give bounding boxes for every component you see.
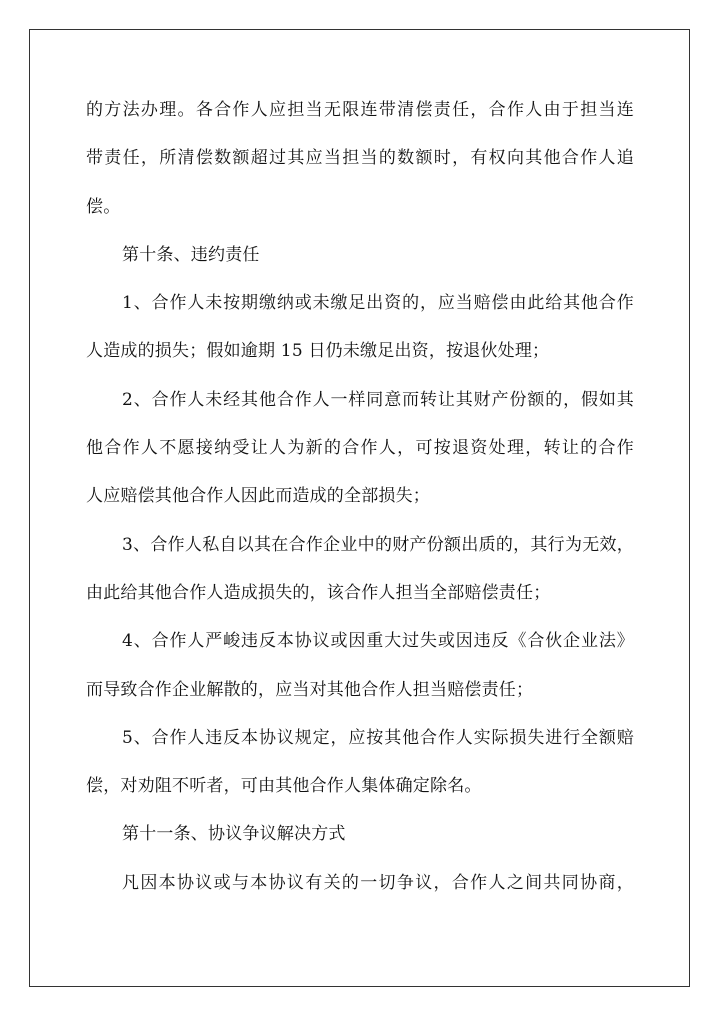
clause-3-line-1: 3、合作人私自以其在合作企业中的财产份额出质的，其行为无效， bbox=[122, 534, 634, 555]
clause-3-line-2: 由此给其他合作人造成损失的，该合作人担当全部赔偿责任； bbox=[86, 582, 551, 603]
text-line-3: 偿。 bbox=[86, 196, 121, 217]
clause-5-line-1: 5、合作人违反本协议规定，应按其他合作人实际损失进行全额赔 bbox=[122, 727, 634, 748]
clause-2-line-1: 2、合作人未经其他合作人一样同意而转让其财产份额的，假如其 bbox=[122, 389, 634, 410]
clause-1-line-1: 1、合作人未按期缴纳或未缴足出资的，应当赔偿由此给其他合作 bbox=[122, 293, 634, 314]
clause-4-line-2: 而导致合作企业解散的，应当对其他合作人担当赔偿责任； bbox=[86, 679, 534, 700]
text-line-2: 带责任，所清偿数额超过其应当担当的数额时，有权向其他合作人追 bbox=[86, 148, 634, 169]
document-body bbox=[86, 92, 634, 913]
clause-2-line-2: 他合作人不愿接纳受让人为新的合作人，可按退资处理，转让的合作 bbox=[86, 438, 634, 459]
clause-1-line-2: 人造成的损失；假如逾期 15 日仍未缴足出资，按退伙处理； bbox=[86, 341, 550, 362]
article-11-line-1: 凡因本协议或与本协议有关的一切争议，合作人之间共同协商， bbox=[122, 872, 634, 893]
section-heading-article-11: 第十一条、协议争议解决方式 bbox=[122, 824, 346, 845]
clause-2-line-3: 人应赔偿其他合作人因此而造成的全部损失； bbox=[86, 486, 430, 507]
clause-4-line-1: 4、合作人严峻违反本协议或因重大过失或因违反《合伙企业法》 bbox=[122, 631, 634, 652]
text-line-1: 的方法办理。各合作人应担当无限连带清偿责任，合作人由于担当连 bbox=[86, 100, 634, 120]
clause-5-line-2: 偿，对劝阻不听者，可由其他合作人集体确定除名。 bbox=[86, 776, 482, 797]
section-heading-article-10: 第十条、违约责任 bbox=[122, 244, 260, 265]
